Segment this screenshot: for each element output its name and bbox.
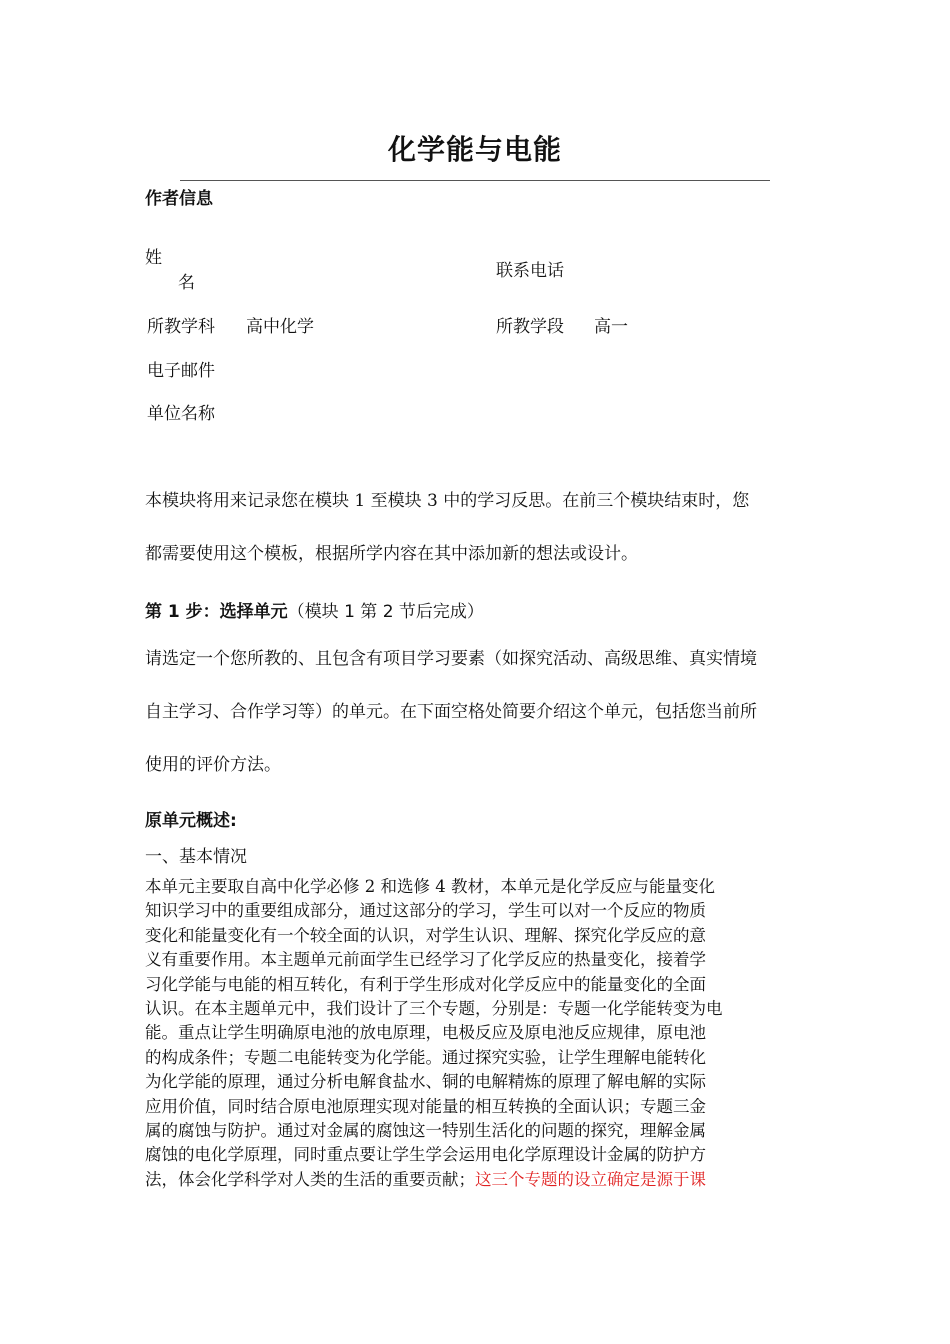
step1-line-2: 自主学习、合作学习等）的单元。在下面空格处简要介绍这个单元，包括您当前所 <box>145 702 757 722</box>
step1-line-1: 请选定一个您所教的、且包含有项目学习要素（如探究活动、高级思维、真实情境 <box>145 649 757 669</box>
email-label: 电子邮件 <box>147 361 215 381</box>
step1-line-3: 使用的评价方法。 <box>145 755 281 775</box>
overview-last-line-black: 法，体会化学科学对人类的生活的重要贡献； <box>145 1169 475 1189</box>
overview-highlighted-text: 这三个专题的设立确定是源于课 <box>475 1169 706 1189</box>
subject-label: 所教学科 <box>147 317 215 337</box>
overview-line: 应用价值，同时结合原电池原理实现对能量的相互转换的全面认识；专题三金 <box>145 1096 706 1116</box>
name-label-line1: 姓 <box>145 248 162 268</box>
name-label-line2: 名 <box>178 273 195 293</box>
intro-line-2: 都需要使用这个模板，根据所学内容在其中添加新的想法或设计。 <box>145 544 638 564</box>
overview-line: 为化学能的原理，通过分析电解食盐水、铜的电解精炼的原理了解电解的实际 <box>145 1072 706 1092</box>
phone-label: 联系电话 <box>496 261 564 281</box>
overview-body <box>145 875 795 1192</box>
overview-line: 知识学习中的重要组成部分，通过这部分的学习，学生可以对一个反应的物质 <box>145 901 706 921</box>
overview-last-line <box>145 1168 795 1192</box>
step1-heading-bold: 第 1 步：选择单元 <box>145 602 288 622</box>
step1-heading <box>145 597 484 622</box>
grade-label: 所教学段 <box>496 317 564 337</box>
overview-line: 本单元主要取自高中化学必修 2 和选修 4 教材，本单元是化学反应与能量变化 <box>145 877 715 896</box>
overview-heading: 原单元概述: <box>145 811 237 831</box>
overview-line: 认识。在本主题单元中，我们设计了三个专题，分别是：专题一化学能转变为电 <box>145 999 723 1019</box>
title-underline <box>180 180 770 181</box>
overview-line: 能。重点让学生明确原电池的放电原理，电极反应及原电池反应规律，原电池 <box>145 1023 706 1043</box>
grade-value: 高一 <box>594 317 628 337</box>
overview-line: 习化学能与电能的相互转化，有利于学生形成对化学反应中的能量变化的全面 <box>145 974 706 994</box>
overview-line: 义有重要作用。本主题单元前面学生已经学习了化学反应的热量变化，接着学 <box>145 950 706 970</box>
step1-paragraph <box>145 633 815 792</box>
intro-line-1: 本模块将用来记录您在模块 1 至模块 3 中的学习反思。在前三个模块结束时，您 <box>145 491 750 511</box>
author-info-heading: 作者信息 <box>145 189 213 209</box>
subject-value: 高中化学 <box>246 317 314 337</box>
org-label: 单位名称 <box>147 404 215 424</box>
intro-paragraph <box>145 475 815 581</box>
overview-line: 变化和能量变化有一个较全面的认识，对学生认识、理解、探究化学反应的意 <box>145 925 706 945</box>
overview-line: 的构成条件；专题二电能转变为化学能。通过探究实验，让学生理解电能转化 <box>145 1047 706 1067</box>
overview-subheading: 一、基本情况 <box>145 847 247 867</box>
overview-line: 属的腐蚀与防护。通过对金属的腐蚀这一特别生活化的问题的探究，理解金属 <box>145 1121 706 1141</box>
overview-line: 腐蚀的电化学原理，同时重点要让学生学会运用电化学原理设计金属的防护方 <box>145 1145 706 1165</box>
document-title: 化学能与电能 <box>387 133 562 166</box>
step1-heading-note: （模块 1 第 2 节后完成） <box>287 602 484 622</box>
